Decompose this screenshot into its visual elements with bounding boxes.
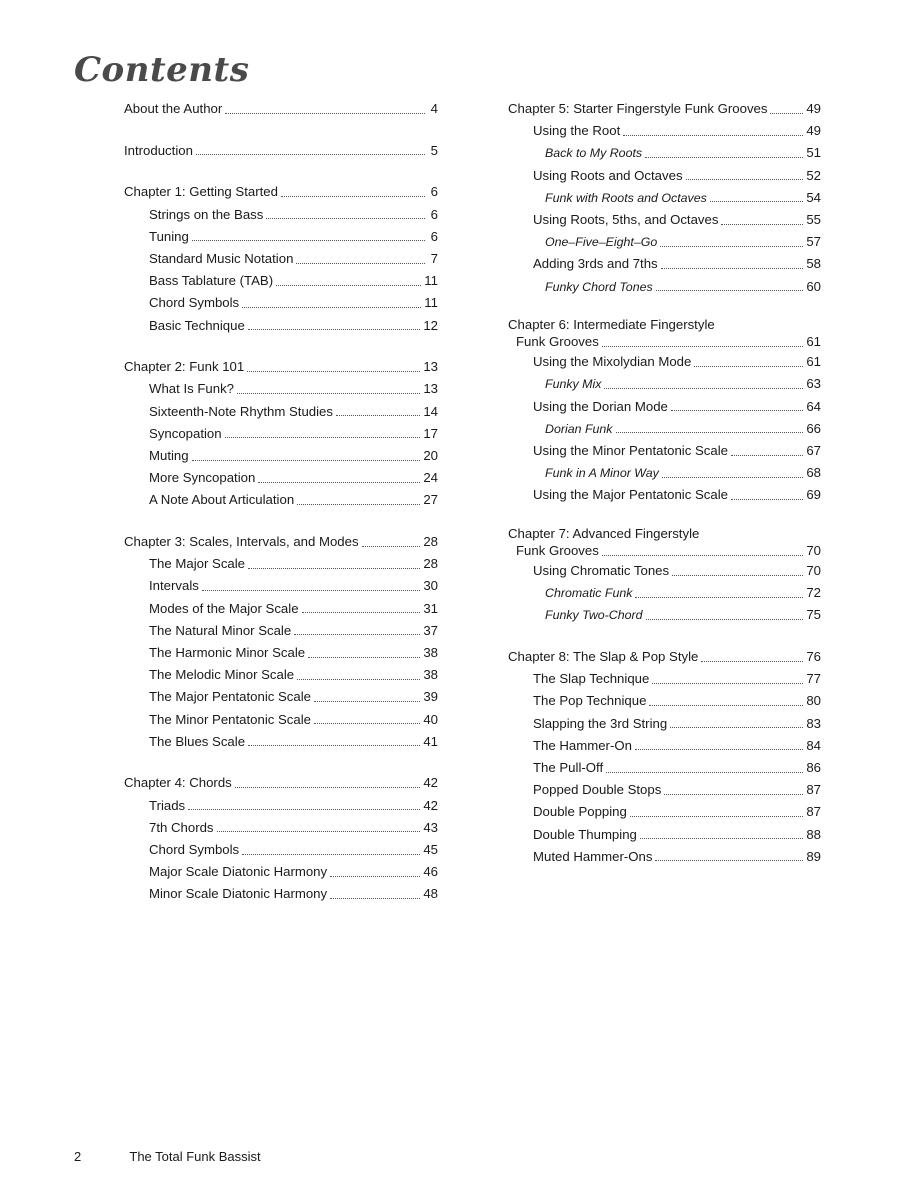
toc-entry-label: Tuning [149, 228, 189, 244]
toc-entry-label: Funk in A Minor Way [545, 466, 659, 481]
toc-example-entry[interactable] [508, 462, 821, 484]
toc-entry-label: Chord Symbols [149, 295, 240, 311]
toc-dot-leader [731, 499, 803, 500]
toc-dot-leader [602, 346, 804, 347]
toc-section-entry[interactable] [124, 839, 438, 861]
toc-entry-label: Funk with Roots and Octaves [545, 190, 707, 205]
toc-entry-label: Chapter 3: Scales, Intervals, and Modes [124, 534, 359, 549]
toc-entry-label: Double Thumping [533, 826, 637, 842]
toc-page-number: 87 [806, 782, 821, 798]
toc-entry-label: Chapter 7: Advanced Fingerstyle [508, 526, 700, 541]
toc-entry-label: Bass Tablature (TAB) [149, 273, 274, 289]
toc-page-number: 5 [430, 142, 438, 158]
toc-dot-leader [247, 371, 420, 372]
toc-section-entry[interactable] [124, 620, 438, 642]
toc-page-number: 6 [430, 184, 438, 200]
toc-entry-label-continued: Funk Grooves [516, 334, 599, 350]
toc-entry-label: The Pop Technique [533, 693, 647, 709]
page-title: Contents [74, 50, 250, 90]
toc-entry-label: Using the Mixolydian Mode [533, 354, 692, 370]
toc-entry-label: More Syncopation [149, 470, 256, 486]
toc-entry-label: Chord Symbols [149, 841, 240, 857]
toc-chapter-entry[interactable] [508, 317, 821, 351]
toc-dot-leader [652, 683, 803, 684]
toc-chapter-entry[interactable] [124, 531, 438, 553]
toc-entry-label: The Hammer-On [533, 737, 632, 753]
toc-chapter-entry[interactable] [508, 646, 821, 668]
toc-chapter-entry[interactable] [508, 98, 821, 120]
toc-page-number: 58 [806, 256, 821, 272]
toc-entry-label: Using Roots and Octaves [533, 167, 683, 183]
toc-section-entry[interactable] [124, 270, 438, 292]
toc-entry-label: The Pull-Off [533, 760, 604, 775]
toc-dot-leader [188, 809, 420, 810]
toc-section-entry[interactable] [508, 779, 821, 801]
toc-entry-label: Triads [149, 797, 186, 813]
page-footer [74, 1149, 261, 1164]
toc-entry-label: Popped Double Stops [533, 782, 662, 798]
toc-entry-label: Intervals [149, 578, 199, 594]
toc-entry-label: Funky Mix [545, 377, 602, 392]
toc-section-entry[interactable] [124, 423, 438, 445]
toc-dot-leader [296, 263, 425, 264]
footer-book-title: The Total Funk Bassist [129, 1149, 261, 1164]
toc-section-entry[interactable] [124, 861, 438, 883]
toc-dot-leader [248, 568, 420, 569]
toc-dot-leader [266, 218, 425, 219]
toc-page-number: 49 [806, 123, 821, 139]
toc-entry-label: Using the Major Pentatonic Scale [533, 487, 728, 503]
toc-section-entry[interactable] [124, 553, 438, 575]
toc-dot-leader [217, 831, 421, 832]
toc-page-number: 28 [423, 534, 438, 549]
toc-dot-leader [606, 772, 803, 773]
toc-page-number: 54 [806, 189, 821, 205]
toc-dot-leader [655, 860, 803, 861]
toc-spacer [124, 337, 438, 357]
toc-entry-label: Minor Scale Diatonic Harmony [149, 886, 328, 902]
toc-column-right [508, 98, 821, 868]
toc-dot-leader [235, 787, 421, 788]
toc-dot-leader [196, 154, 425, 155]
toc-spacer [508, 507, 821, 527]
toc-section-entry[interactable] [124, 248, 438, 270]
toc-dot-leader [281, 196, 425, 197]
toc-section-entry[interactable] [124, 709, 438, 731]
toc-page-number: 61 [806, 354, 821, 370]
toc-dot-leader [616, 432, 804, 433]
toc-entry-label: Slapping the 3rd String [533, 715, 668, 731]
toc-page-number: 14 [423, 403, 438, 419]
toc-entry-label: Syncopation [149, 425, 222, 441]
toc-section-entry[interactable] [508, 351, 821, 373]
toc-dot-leader [302, 612, 421, 613]
toc-dot-leader [248, 745, 420, 746]
toc-spacer [124, 753, 438, 773]
toc-entry-label: Muting [149, 447, 189, 463]
toc-entry-label: Major Scale Diatonic Harmony [149, 864, 328, 880]
toc-entry-label: The Natural Minor Scale [149, 622, 292, 638]
toc-entry-label: Basic Technique [149, 317, 245, 333]
toc-section-entry[interactable] [508, 120, 821, 142]
toc-page-number: 51 [806, 145, 821, 161]
toc-entry-label: The Harmonic Minor Scale [149, 644, 306, 660]
toc-section-entry[interactable] [508, 668, 821, 690]
toc-dot-leader [649, 705, 803, 706]
toc-page-number: 77 [806, 671, 821, 687]
toc-dot-leader [645, 157, 803, 158]
toc-section-entry[interactable] [124, 445, 438, 467]
toc-page-number: 13 [423, 381, 438, 397]
toc-page-number: 40 [423, 711, 438, 727]
toc-chapter-entry[interactable] [124, 140, 438, 162]
toc-section-entry[interactable] [508, 690, 821, 712]
toc-entry-label: Chapter 4: Chords [124, 775, 232, 791]
toc-dot-leader [202, 590, 420, 591]
toc-entry-label: Strings on the Bass [149, 206, 264, 222]
toc-section-entry[interactable] [124, 489, 438, 511]
toc-entry-label: Adding 3rds and 7ths [533, 256, 658, 272]
toc-dot-leader [297, 679, 420, 680]
toc-page-number: 43 [423, 819, 438, 835]
toc-dot-leader [661, 268, 804, 269]
toc-entry-label: One–Five–Eight–Go [545, 235, 658, 250]
toc-entry-label: A Note About Articulation [149, 492, 295, 508]
toc-section-entry[interactable] [124, 315, 438, 337]
toc-section-entry[interactable] [508, 824, 821, 846]
toc-page-number: 89 [806, 848, 821, 864]
toc-section-entry[interactable] [124, 378, 438, 400]
toc-entry-label: Using Chromatic Tones [533, 563, 670, 578]
toc-chapter-entry[interactable] [124, 98, 438, 120]
toc-section-entry[interactable] [124, 795, 438, 817]
toc-entry-label: The Minor Pentatonic Scale [149, 711, 311, 727]
toc-entry-label: The Major Scale [149, 556, 246, 572]
toc-page-number: 17 [423, 425, 438, 441]
toc-entry-label: About the Author [124, 101, 223, 116]
toc-page-number: 64 [806, 398, 821, 414]
toc-section-entry[interactable] [124, 817, 438, 839]
toc-chapter-entry[interactable] [124, 181, 438, 203]
toc-dot-leader [276, 285, 421, 286]
toc-page-number: 75 [806, 607, 821, 623]
toc-entry-label: Funky Two-Chord [545, 608, 643, 623]
toc-entry-label: Dorian Funk [545, 421, 613, 436]
footer-page-number: 2 [74, 1149, 82, 1164]
toc-spacer [124, 512, 438, 532]
toc-dot-leader [362, 546, 421, 547]
toc-entry-label: Using the Minor Pentatonic Scale [533, 442, 728, 458]
toc-dot-leader [656, 290, 804, 291]
toc-page-number: 4 [430, 101, 438, 116]
toc-entry-label: The Blues Scale [149, 733, 246, 749]
toc-entry-label: Modes of the Major Scale [149, 600, 299, 616]
toc-dot-leader [308, 657, 420, 658]
toc-section-entry[interactable] [508, 396, 821, 418]
toc-page-number: 38 [423, 644, 438, 660]
toc-dot-leader [604, 388, 803, 389]
toc-dot-leader [694, 366, 803, 367]
toc-entry-label: Chapter 5: Starter Fingerstyle Funk Grooves [508, 101, 768, 116]
toc-page-number: 45 [423, 841, 438, 857]
toc-page-number: 11 [424, 273, 438, 289]
toc-section-entry[interactable] [508, 440, 821, 462]
toc-page-number: 66 [806, 420, 821, 436]
toc-entry-label: What Is Funk? [149, 381, 235, 397]
toc-page-number: 83 [806, 715, 821, 731]
toc-spacer [124, 120, 438, 140]
toc-chapter-entry[interactable] [124, 356, 438, 378]
toc-dot-leader [664, 794, 803, 795]
toc-page-number: 48 [423, 886, 438, 902]
toc-page-number: 37 [423, 622, 438, 638]
toc-page-number: 52 [806, 167, 821, 183]
toc-spacer [124, 162, 438, 182]
toc-entry-label: Back to My Roots [545, 146, 643, 161]
toc-page-number: 7 [430, 250, 438, 266]
toc-entry-label: Standard Music Notation [149, 250, 294, 266]
toc-dot-leader [670, 727, 803, 728]
toc-section-entry[interactable] [508, 713, 821, 735]
toc-page-number: 27 [423, 492, 438, 508]
toc-section-entry[interactable] [508, 484, 821, 506]
toc-page-number: 41 [423, 733, 438, 749]
toc-dot-leader [192, 240, 425, 241]
toc-section-entry[interactable] [124, 292, 438, 314]
toc-page-number: 60 [806, 278, 821, 294]
toc-dot-leader [721, 224, 803, 225]
toc-dot-leader [602, 555, 804, 556]
toc-dot-leader [640, 838, 803, 839]
toc-dot-leader [248, 329, 421, 330]
toc-page-number: 28 [423, 556, 438, 572]
toc-dot-leader [192, 460, 421, 461]
toc-example-entry[interactable] [508, 582, 821, 604]
toc-dot-leader [336, 415, 420, 416]
toc-page-number: 6 [430, 228, 438, 244]
toc-section-entry[interactable] [508, 209, 821, 231]
toc-dot-leader [660, 246, 803, 247]
toc-dot-leader [686, 179, 804, 180]
toc-section-entry[interactable] [508, 735, 821, 757]
toc-entry-label: Funky Chord Tones [545, 279, 653, 294]
toc-entry-label: Using the Dorian Mode [533, 398, 668, 414]
toc-section-entry[interactable] [508, 757, 821, 779]
toc-page-number: 24 [423, 470, 438, 486]
toc-page-number: 11 [424, 295, 438, 311]
toc-dot-leader [297, 504, 420, 505]
toc-page-number: 63 [806, 376, 821, 392]
toc-page-number: 84 [806, 737, 821, 753]
toc-example-entry[interactable] [508, 418, 821, 440]
toc-page-number: 20 [423, 447, 438, 463]
toc-page-number: 30 [423, 578, 438, 594]
toc-entry-label-continued: Funk Grooves [516, 543, 599, 558]
toc-section-entry[interactable] [124, 598, 438, 620]
toc-dot-leader [242, 307, 421, 308]
toc-entry-label: Chapter 2: Funk 101 [124, 359, 245, 375]
toc-entry-label: The Melodic Minor Scale [149, 667, 295, 683]
toc-example-entry[interactable] [508, 604, 821, 626]
toc-page-number: 80 [806, 693, 821, 709]
toc-section-entry[interactable] [124, 575, 438, 597]
toc-entry-label: The Slap Technique [533, 671, 650, 687]
toc-page-number: 39 [423, 689, 438, 705]
toc-section-entry[interactable] [508, 560, 821, 582]
toc-section-entry[interactable] [124, 883, 438, 905]
toc-entry-label: Sixteenth-Note Rhythm Studies [149, 403, 333, 419]
toc-page-number: 86 [806, 760, 821, 775]
toc-column-left [124, 98, 438, 906]
toc-section-entry[interactable] [124, 686, 438, 708]
toc-dot-leader [701, 661, 803, 662]
toc-dot-leader [671, 410, 803, 411]
toc-dot-leader [294, 634, 420, 635]
toc-dot-leader [225, 113, 425, 114]
toc-entry-label: Chromatic Funk [545, 586, 633, 601]
toc-page-number: 57 [806, 234, 821, 250]
toc-section-entry[interactable] [124, 664, 438, 686]
toc-dot-leader [225, 437, 421, 438]
toc-section-entry[interactable] [124, 204, 438, 226]
toc-page-number: 49 [806, 101, 821, 116]
toc-dot-leader [258, 482, 420, 483]
toc-example-entry[interactable] [508, 373, 821, 395]
toc-page-number: 31 [423, 600, 438, 616]
toc-dot-leader [314, 723, 420, 724]
toc-entry-label: Chapter 8: The Slap & Pop Style [508, 649, 699, 665]
toc-entry-label: Using the Root [533, 123, 621, 139]
toc-page-number: 42 [423, 775, 438, 791]
toc-entry-label: The Major Pentatonic Scale [149, 689, 311, 705]
toc-dot-leader [330, 898, 420, 899]
toc-example-entry[interactable] [508, 231, 821, 253]
toc-page-number: 55 [806, 211, 821, 227]
toc-dot-leader [330, 876, 420, 877]
toc-entry-label: Chapter 1: Getting Started [124, 184, 278, 200]
toc-dot-leader [635, 749, 803, 750]
toc-entry-label: Using Roots, 5ths, and Octaves [533, 211, 719, 227]
toc-entry-label: 7th Chords [149, 819, 214, 835]
toc-page-number: 68 [806, 465, 821, 481]
toc-section-entry[interactable] [508, 253, 821, 275]
toc-section-entry[interactable] [124, 226, 438, 248]
toc-entry-label: Muted Hammer-Ons [533, 848, 653, 864]
toc-example-entry[interactable] [508, 276, 821, 298]
toc-dot-leader [635, 597, 803, 598]
toc-dot-leader [710, 201, 803, 202]
toc-dot-leader [314, 701, 420, 702]
toc-chapter-entry[interactable] [124, 772, 438, 794]
toc-example-entry[interactable] [508, 142, 821, 164]
toc-page-number: 70 [806, 563, 821, 578]
toc-section-entry[interactable] [508, 801, 821, 823]
toc-page-number: 72 [806, 585, 821, 601]
toc-section-entry[interactable] [124, 642, 438, 664]
toc-entry-label: Introduction [124, 142, 193, 158]
toc-section-entry[interactable] [124, 467, 438, 489]
toc-page-number: 76 [806, 649, 821, 665]
toc-spacer [508, 627, 821, 647]
toc-dot-leader [623, 135, 803, 136]
toc-page-number: 12 [423, 317, 438, 333]
toc-page-number: 87 [806, 804, 821, 820]
toc-section-entry[interactable] [508, 165, 821, 187]
toc-section-entry[interactable] [124, 401, 438, 423]
toc-dot-leader [770, 113, 803, 114]
toc-dot-leader [672, 575, 803, 576]
toc-page-number: 69 [806, 487, 821, 503]
toc-page-number: 70 [806, 543, 821, 558]
toc-page-number: 42 [423, 797, 438, 813]
toc-entry-label: Chapter 6: Intermediate Fingerstyle [508, 317, 715, 333]
toc-page-number: 6 [430, 206, 438, 222]
toc-dot-leader [646, 619, 804, 620]
toc-section-entry[interactable] [124, 731, 438, 753]
toc-dot-leader [662, 477, 803, 478]
toc-example-entry[interactable] [508, 187, 821, 209]
toc-page-number: 88 [806, 826, 821, 842]
toc-page-number: 61 [806, 334, 821, 350]
toc-chapter-entry[interactable] [508, 526, 821, 560]
toc-dot-leader [237, 393, 420, 394]
toc-entry-label: Double Popping [533, 804, 627, 820]
toc-page-number: 38 [423, 667, 438, 683]
toc-dot-leader [242, 854, 420, 855]
toc-dot-leader [630, 816, 803, 817]
toc-page-number: 13 [423, 359, 438, 375]
toc-dot-leader [731, 455, 803, 456]
toc-page-number: 67 [806, 442, 821, 458]
toc-spacer [508, 298, 821, 318]
toc-page-number: 46 [423, 864, 438, 880]
toc-section-entry[interactable] [508, 846, 821, 868]
